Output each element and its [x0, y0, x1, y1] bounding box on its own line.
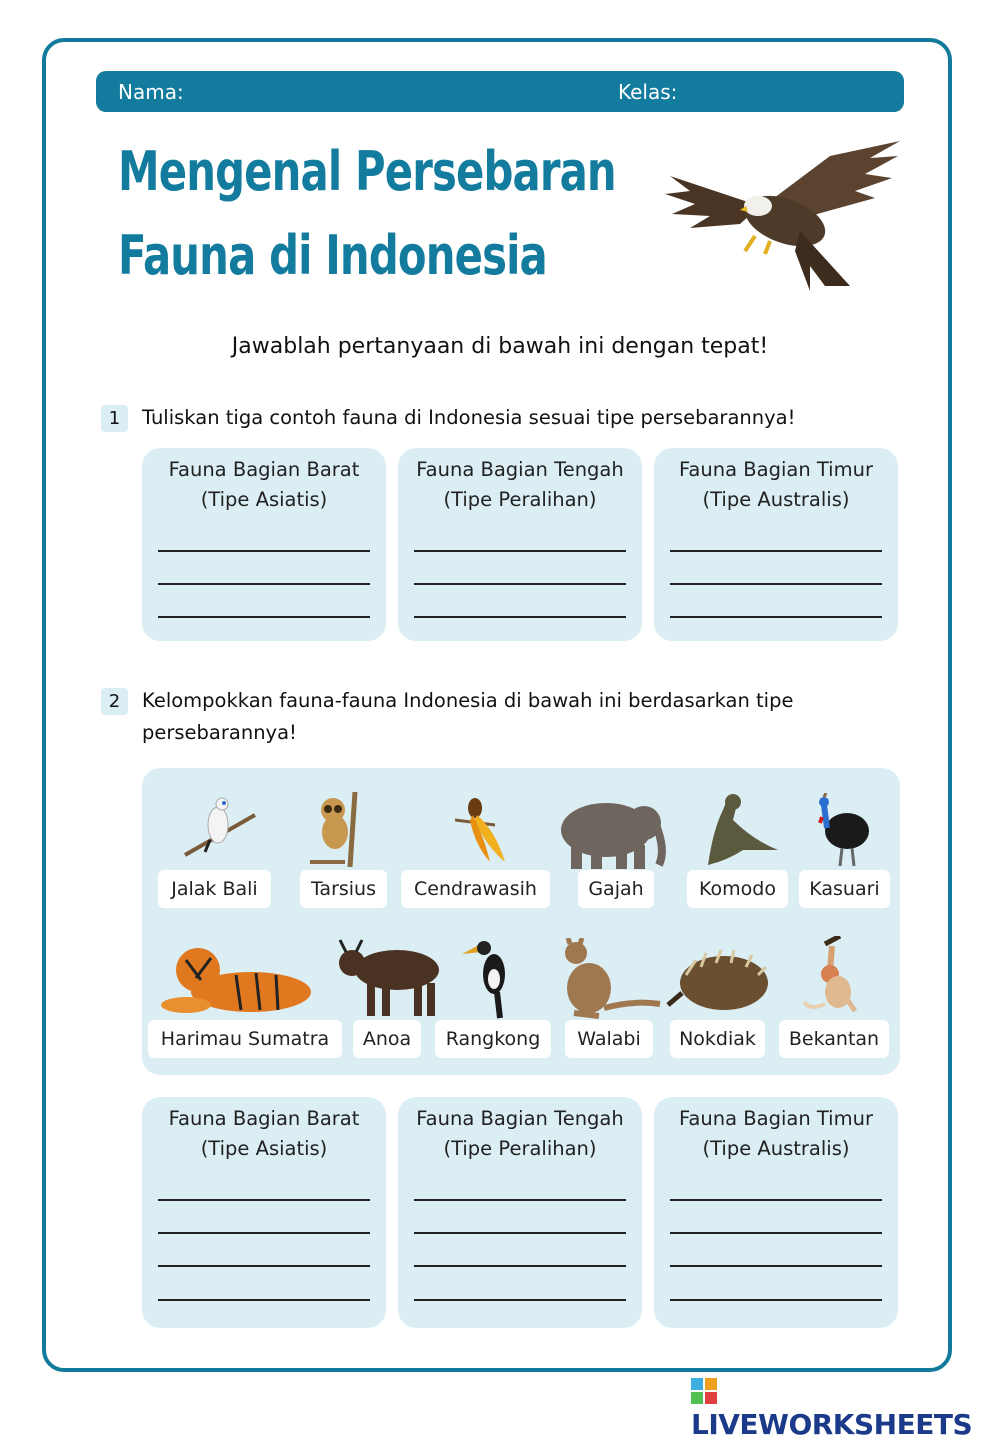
box-title: Fauna Bagian Tengah: [416, 1107, 624, 1130]
question-2-number: 2: [101, 688, 128, 715]
cendrawasih-icon: [455, 790, 515, 865]
liveworksheets-logo: [691, 1375, 1000, 1441]
answer-line[interactable]: [414, 1299, 626, 1301]
kasuari-icon: [812, 793, 872, 868]
animal-chip-anoa[interactable]: Anoa: [353, 1020, 421, 1058]
box-title: Fauna Bagian Barat: [168, 458, 360, 481]
rangkong-icon: [462, 934, 522, 1019]
box-title: Fauna Bagian Tengah: [416, 458, 624, 481]
jalak-bali-icon: [180, 790, 260, 860]
page-title-line1: Mengenal Persebaran: [118, 140, 616, 203]
answer-line[interactable]: [670, 1299, 882, 1301]
answer-line[interactable]: [414, 550, 626, 552]
animal-chip-komodo[interactable]: Komodo: [687, 870, 788, 908]
answer-line[interactable]: [158, 583, 370, 585]
animal-chip-gajah[interactable]: Gajah: [578, 870, 654, 908]
animal-chip-cendrawasih[interactable]: Cendrawasih: [401, 870, 550, 908]
answer-line[interactable]: [414, 1199, 626, 1201]
box-subtitle: (Tipe Australis): [702, 488, 850, 511]
animal-chip-rangkong[interactable]: Rangkong: [435, 1020, 551, 1058]
question-2-text-line2: persebarannya!: [142, 721, 297, 744]
animal-chip-kasuari[interactable]: Kasuari: [799, 870, 890, 908]
answer-line[interactable]: [414, 1232, 626, 1234]
eagle-illustration: [660, 136, 906, 296]
q2-box-timur: [654, 1097, 898, 1328]
gajah-icon: [556, 795, 674, 870]
box-title: Fauna Bagian Timur: [679, 458, 873, 481]
answer-line[interactable]: [158, 1299, 370, 1301]
question-1-number: 1: [101, 405, 128, 432]
animal-chip-walabi[interactable]: Walabi: [565, 1020, 653, 1058]
answer-line[interactable]: [158, 1199, 370, 1201]
komodo-icon: [693, 790, 783, 870]
answer-line[interactable]: [158, 1265, 370, 1267]
answer-line[interactable]: [670, 1199, 882, 1201]
box-subtitle: (Tipe Asiatis): [200, 488, 328, 511]
answer-line[interactable]: [158, 1232, 370, 1234]
answer-line[interactable]: [158, 550, 370, 552]
anoa-icon: [332, 938, 447, 1018]
animal-chip-jalak-bali[interactable]: Jalak Bali: [158, 870, 271, 908]
box-subtitle: (Tipe Asiatis): [200, 1137, 328, 1160]
animal-chip-bekantan[interactable]: Bekantan: [779, 1020, 889, 1058]
nokdiak-icon: [666, 945, 771, 1015]
answer-line[interactable]: [670, 1265, 882, 1267]
walabi-icon: [554, 938, 662, 1020]
answer-line[interactable]: [414, 616, 626, 618]
answer-line[interactable]: [670, 616, 882, 618]
answer-line[interactable]: [158, 616, 370, 618]
answer-line[interactable]: [670, 550, 882, 552]
answer-line[interactable]: [670, 583, 882, 585]
name-class-bar: [96, 71, 904, 112]
q1-box-tengah: [398, 448, 642, 641]
animal-chip-harimau-sumatra[interactable]: Harimau Sumatra: [148, 1020, 342, 1058]
question-2-text-line1: Kelompokkan fauna-fauna Indonesia di bawah ini berdasarkan tipe: [142, 689, 794, 712]
box-title: Fauna Bagian Barat: [168, 1107, 360, 1130]
q2-box-tengah: [398, 1097, 642, 1328]
page-title-line2: Fauna di Indonesia: [118, 224, 547, 287]
box-subtitle: (Tipe Peralihan): [443, 488, 597, 511]
animal-chip-nokdiak[interactable]: Nokdiak: [670, 1020, 765, 1058]
answer-line[interactable]: [670, 1232, 882, 1234]
box-title: Fauna Bagian Timur: [679, 1107, 873, 1130]
name-label: Nama:: [118, 80, 184, 104]
animal-chip-tarsius[interactable]: Tarsius: [300, 870, 387, 908]
liveworksheets-logo-text: LIVEWORKSHEETS: [691, 1408, 973, 1441]
class-label: Kelas:: [618, 80, 678, 104]
instruction-text: Jawablah pertanyaan di bawah ini dengan tepat!: [231, 334, 769, 359]
bekantan-icon: [800, 936, 870, 1018]
box-subtitle: (Tipe Australis): [702, 1137, 850, 1160]
box-subtitle: (Tipe Peralihan): [443, 1137, 597, 1160]
q2-box-barat: [142, 1097, 386, 1328]
answer-line[interactable]: [414, 1265, 626, 1267]
answer-line[interactable]: [414, 583, 626, 585]
harimau-sumatra-icon: [156, 940, 316, 1018]
liveworksheets-logo-icon: [691, 1378, 717, 1404]
question-1-text: Tuliskan tiga contoh fauna di Indonesia sesuai tipe persebarannya!: [142, 406, 796, 429]
tarsius-icon: [305, 792, 380, 867]
q1-box-timur: [654, 448, 898, 641]
q1-box-barat: [142, 448, 386, 641]
